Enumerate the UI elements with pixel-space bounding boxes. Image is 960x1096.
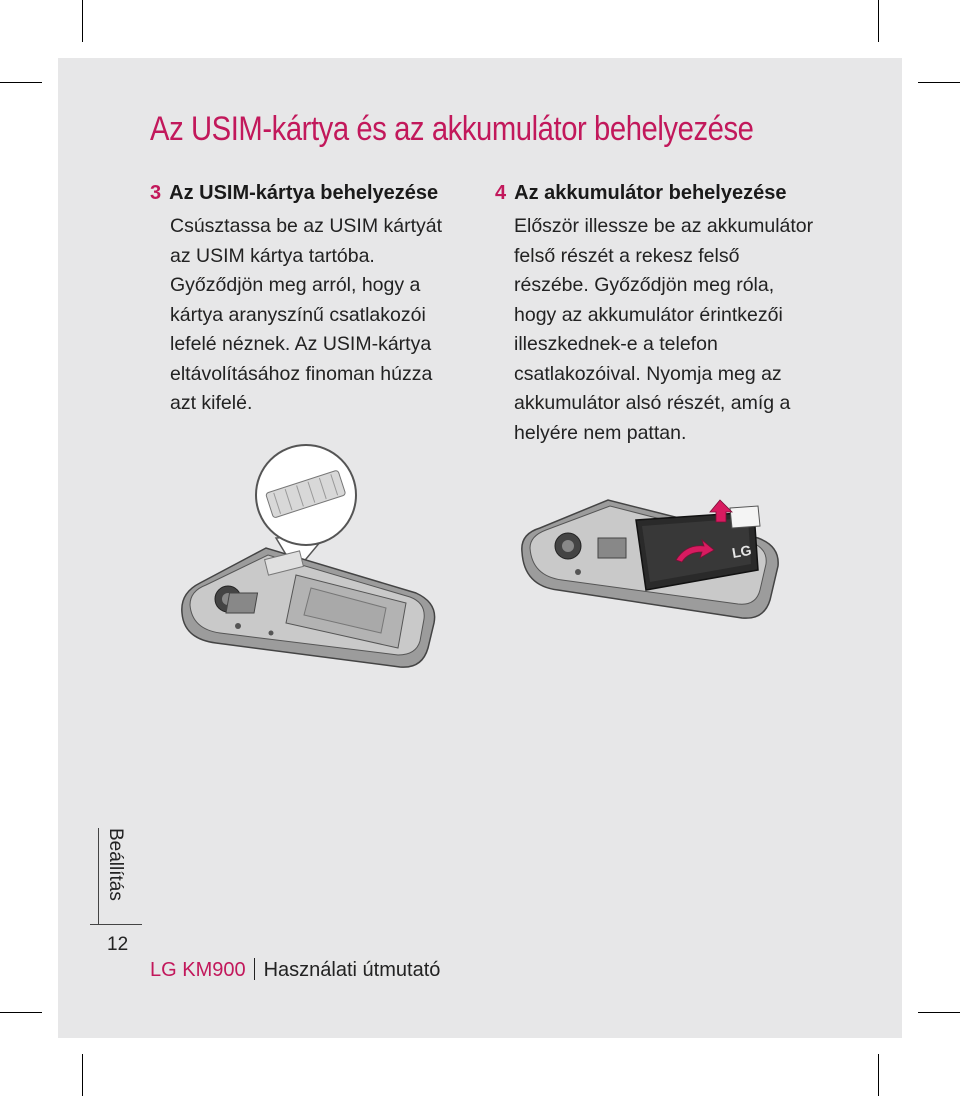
- side-tab-label: Beállítás: [105, 828, 126, 901]
- body-line: kártya aranyszínű csatlakozói: [170, 303, 426, 326]
- body-line: helyére nem pattan.: [514, 421, 687, 444]
- section-heading-text: Az USIM-kártya behelyezése: [169, 182, 439, 204]
- side-tab-rule: [90, 924, 142, 925]
- section-heading-usim: [150, 182, 438, 205]
- phone-battery-illustration: [518, 490, 783, 665]
- crop-mark: [918, 82, 960, 83]
- body-line: hogy az akkumulátor érintkezői: [514, 303, 783, 326]
- section-heading-battery: [495, 182, 786, 205]
- side-section-tab: [98, 828, 134, 924]
- body-line: az USIM kártya tartóba.: [170, 244, 375, 267]
- body-line: lefelé néznek. Az USIM-kártya: [170, 333, 432, 355]
- body-line: részébe. Győződjön meg róla,: [514, 274, 775, 296]
- crop-mark: [82, 0, 83, 42]
- crop-mark: [918, 1012, 960, 1013]
- crop-mark: [0, 82, 42, 83]
- section-number: 4: [495, 182, 507, 204]
- body-line: Győződjön meg arról, hogy a: [170, 274, 421, 296]
- crop-mark: [878, 1054, 879, 1096]
- body-line: Csúsztassa be az USIM kártyát: [170, 215, 443, 237]
- footer-doc-title: Használati útmutató: [263, 959, 441, 981]
- side-tab-divider: [98, 828, 99, 924]
- body-line: Először illessze be az akkumulátor: [514, 215, 814, 237]
- body-line: illeszkednek-e a telefon: [514, 333, 718, 355]
- battery-logo: LG: [730, 541, 753, 561]
- crop-mark: [82, 1054, 83, 1096]
- body-line: felső részét a rekesz felső: [514, 244, 740, 267]
- body-line: csatlakozóival. Nyomja meg az: [514, 362, 782, 385]
- crop-mark: [0, 1012, 42, 1013]
- body-line: azt kifelé.: [170, 392, 253, 414]
- section-number: 3: [150, 182, 162, 204]
- page-title: Az USIM-kártya és az akkumulátor behelyezése: [150, 110, 754, 148]
- body-line: eltávolításához finoman húzza: [170, 362, 433, 385]
- footer-separator: [254, 958, 255, 980]
- footer-model: LG KM900: [150, 959, 246, 981]
- manual-page: [58, 58, 902, 1038]
- footer: [150, 958, 440, 982]
- body-line: akkumulátor alsó részét, amíg a: [514, 392, 791, 414]
- phone-back-usim-illustration: [176, 443, 446, 683]
- section-body-battery: [514, 212, 813, 448]
- section-heading-text: Az akkumulátor behelyezése: [514, 182, 787, 204]
- section-body-usim: [170, 212, 442, 419]
- page-number: 12: [107, 934, 129, 955]
- crop-mark: [878, 0, 879, 42]
